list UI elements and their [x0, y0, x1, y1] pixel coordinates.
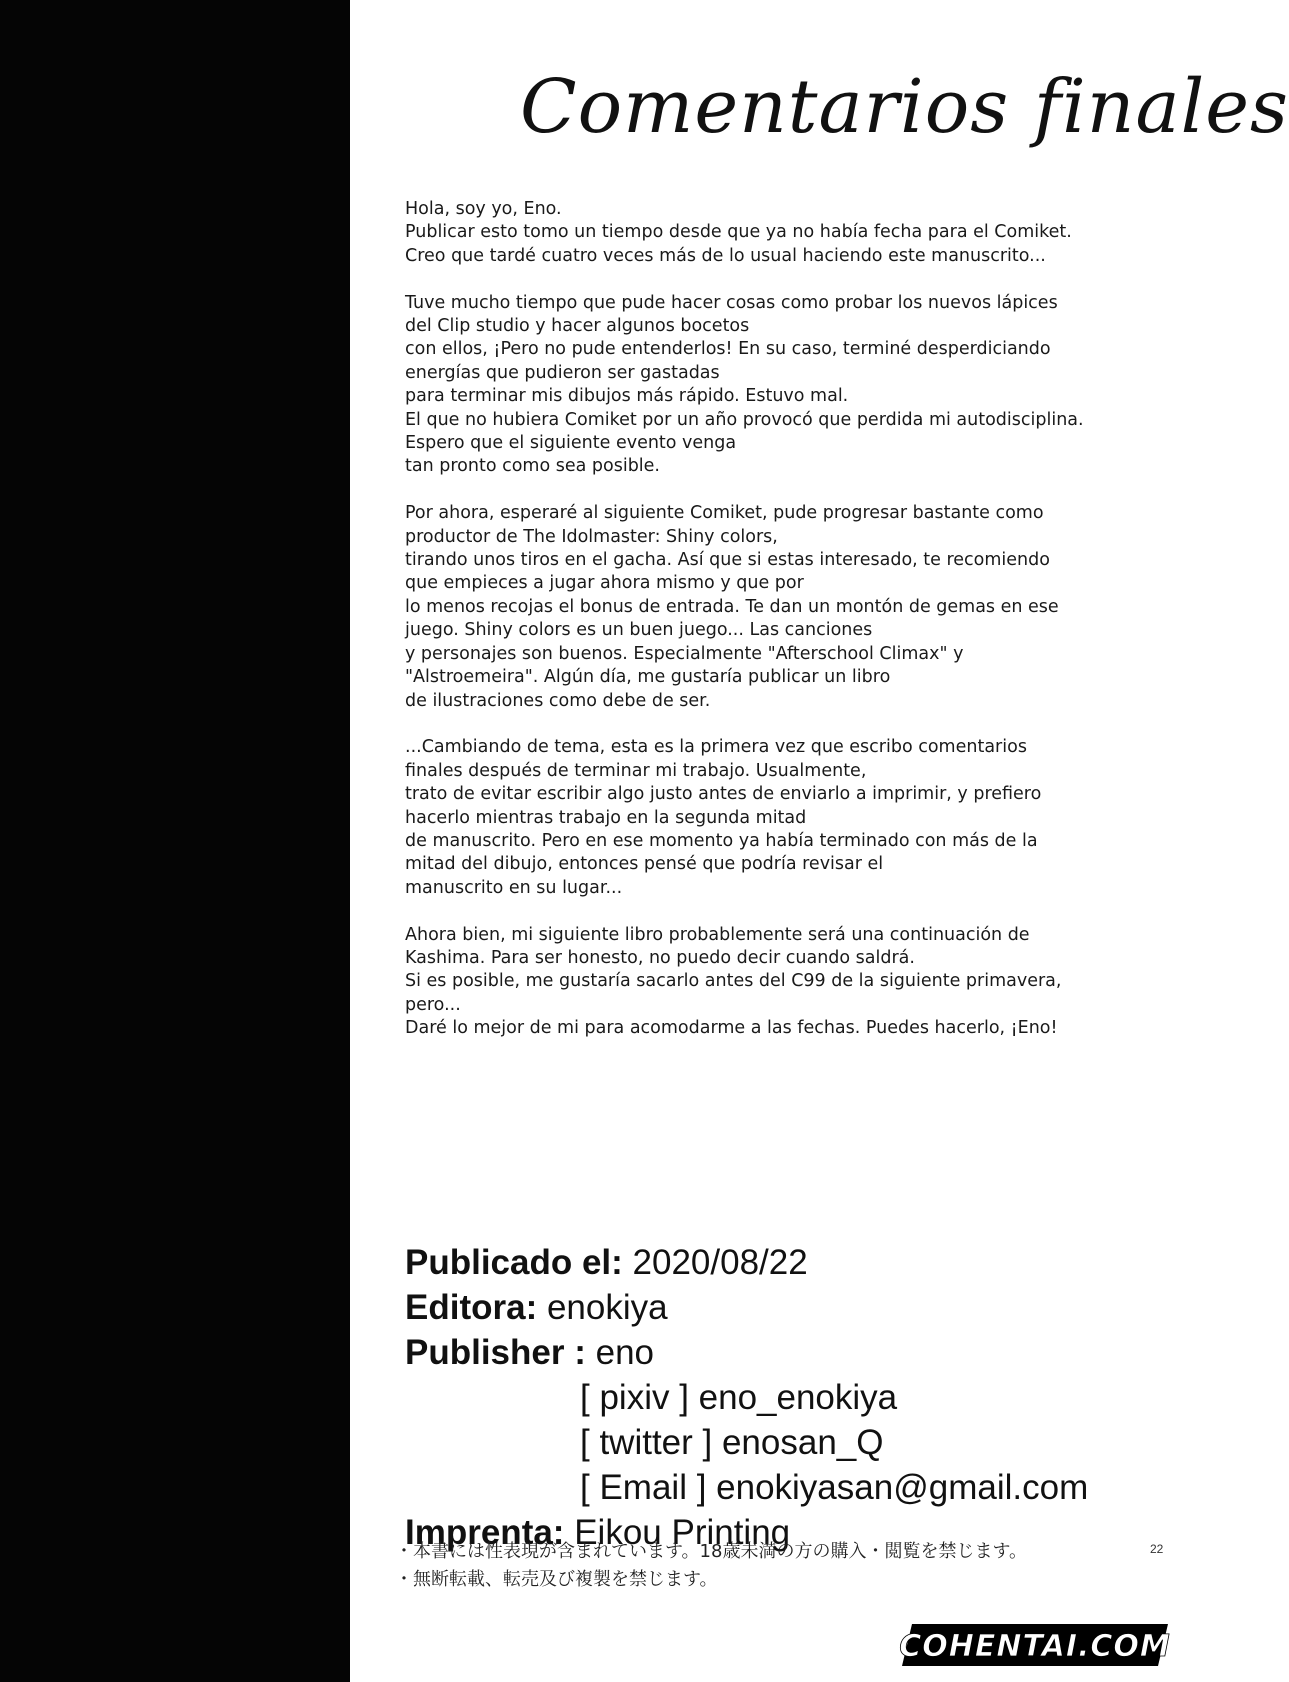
text-line: "Alstroemeira". Algún día, me gustaría publicar un libro — [405, 667, 891, 688]
text-line: Espero que el siguiente evento venga — [405, 433, 737, 454]
text-line: para terminar mis dibujos más rápido. Estuvo mal. — [405, 386, 849, 407]
text-line: energías que pudieron ser gastadas — [405, 362, 720, 383]
text-line: mitad del dibujo, entonces pensé que podría revisar el — [405, 854, 884, 875]
text-line: con ellos, ¡Pero no pude entenderlos! En su caso, terminé desperdiciando — [405, 339, 1051, 360]
paragraph-4 — [405, 736, 1145, 900]
black-side-bar — [0, 0, 350, 1682]
text-line: y personajes son buenos. Especialmente "Afterschool Climax" y — [405, 643, 964, 664]
editor-row — [405, 1285, 1165, 1330]
text-line: hacerlo mientras trabajo en la segunda mitad — [405, 807, 807, 828]
printer-label: Imprenta: — [405, 1513, 565, 1552]
publisher-row — [405, 1330, 1165, 1375]
text-line: tan pronto como sea posible. — [405, 456, 660, 477]
email-contact: [ Email ] enokiyasan@gmail.com — [580, 1468, 1089, 1507]
publisher-label: Publisher : — [405, 1333, 586, 1372]
text-line: Hola, soy yo, Eno. — [405, 199, 562, 219]
twitter-contact: [ twitter ] enosan_Q — [580, 1423, 884, 1462]
editor-value: enokiya — [537, 1288, 668, 1327]
age-notice: ・本書には性表現が含まれています。18歳未満の方の購入・閲覧を禁じます。 — [395, 1541, 1028, 1562]
text-line: productor de The Idolmaster: Shiny colors, — [405, 526, 778, 547]
text-line: Publicar esto tomo un tiempo desde que ya no había fecha para el Comiket. — [405, 222, 1072, 243]
paragraph-2 — [405, 292, 1145, 479]
published-label: Publicado el: — [405, 1243, 623, 1282]
pixiv-contact: [ pixiv ] eno_enokiya — [580, 1378, 898, 1417]
text-line: Daré lo mejor de mi para acomodarme a las fechas. Puedes hacerlo, ¡Eno! — [405, 1018, 1058, 1039]
text-line: manuscrito en su lugar... — [405, 877, 623, 898]
text-line: Si es posible, me gustaría sacarlo antes del C99 de la siguiente primavera, — [405, 971, 1062, 992]
text-line: El que no hubiera Comiket por un año provocó que perdida mi autodisciplina. — [405, 409, 1084, 430]
text-line: que empieces a jugar ahora mismo y que por — [405, 573, 804, 594]
editor-label: Editora: — [405, 1288, 538, 1327]
text-line: finales después de terminar mi trabajo. Usualmente, — [405, 760, 867, 781]
page-number: 22 — [1150, 1542, 1164, 1556]
text-line: del Clip studio y hacer algunos bocetos — [405, 316, 750, 337]
text-line: de manuscrito. Pero en ese momento ya había terminado con más de la — [405, 830, 1038, 851]
text-line: Por ahora, esperaré al siguiente Comiket, pude progresar bastante como — [405, 503, 1044, 524]
published-value: 2020/08/22 — [622, 1243, 808, 1282]
paragraph-5 — [405, 924, 1145, 1041]
paragraph-1 — [405, 198, 1145, 268]
text-line: ...Cambiando de tema, esta es la primera vez que escribo comentarios — [405, 737, 1027, 758]
text-line: Kashima. Para ser honesto, no puedo decir cuando saldrá. — [405, 947, 915, 968]
text-line: pero... — [405, 994, 461, 1015]
text-line: juego. Shiny colors es un buen juego... Las canciones — [405, 620, 873, 641]
publisher-value: eno — [585, 1333, 654, 1372]
legal-notices — [395, 1538, 1115, 1594]
text-line: Ahora bien, mi siguiente libro probablemente será una continuación de — [405, 924, 1030, 945]
text-line: lo menos recojas el bonus de entrada. Te dan un montón de gemas en ese — [405, 596, 1059, 617]
published-row — [405, 1240, 1165, 1285]
copy-notice: ・無断転載、転売及び複製を禁じます。 — [395, 1569, 718, 1590]
text-line: tirando unos tiros en el gacha. Así que si estas interesado, te recomiendo — [405, 550, 1050, 571]
paragraph-3 — [405, 502, 1145, 713]
text-line: trato de evitar escribir algo justo antes de enviarlo a imprimir, y prefiero — [405, 784, 1042, 805]
colophon — [405, 1240, 1165, 1555]
svg-text:COHENTAI.COM: COHENTAI.COM — [899, 1629, 1171, 1664]
text-line: Creo que tardé cuatro veces más de lo usual haciendo este manuscrito... — [405, 245, 1046, 266]
watermark-logo — [900, 1620, 1170, 1670]
afterword-body — [405, 198, 1145, 1064]
text-line: de ilustraciones como debe de ser. — [405, 690, 711, 711]
page-title: Comentarios finales — [520, 64, 1289, 150]
text-line: Tuve mucho tiempo que pude hacer cosas como probar los nuevos lápices — [405, 292, 1058, 313]
printer-value: Eikou Printing — [564, 1513, 791, 1552]
